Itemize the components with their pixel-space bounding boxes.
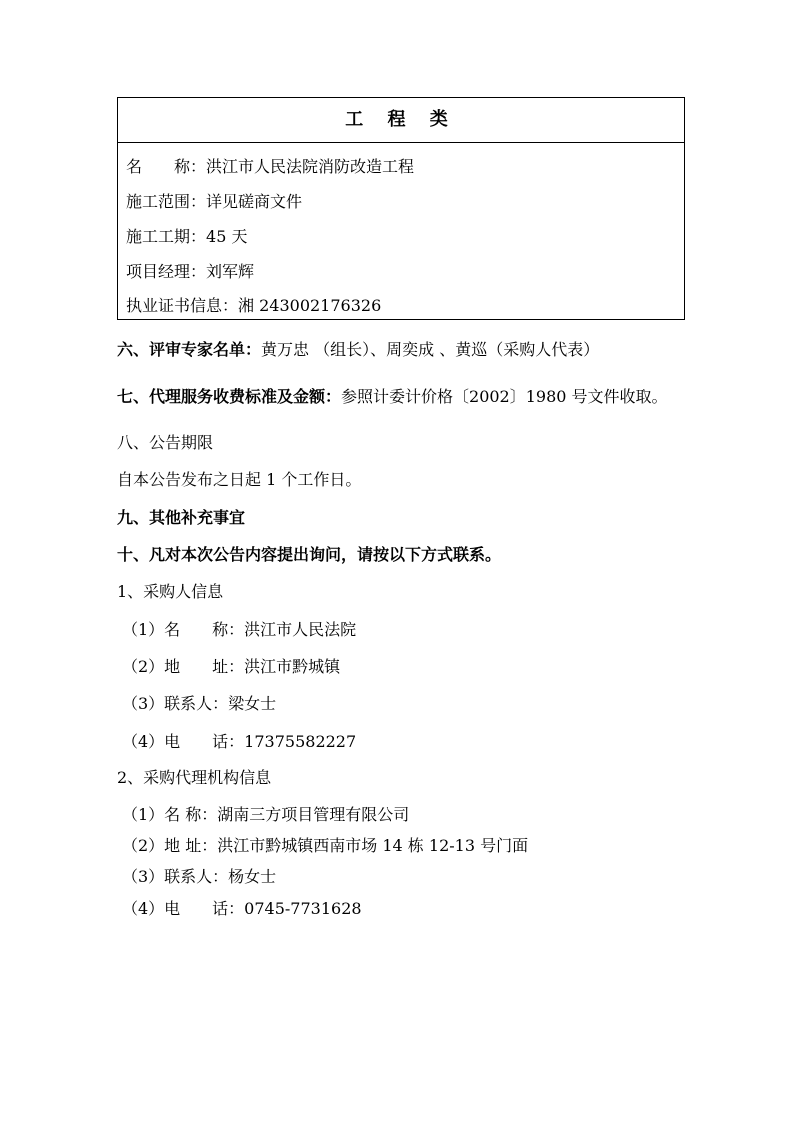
project-info-table [117,97,685,320]
section-9-heading: 九、其他补充事宜 [117,508,246,527]
purchaser-heading: 1、采购人信息 [117,582,224,601]
project-manager-value: 刘军辉 [206,262,255,281]
project-name-value: 洪江市人民法院消防改造工程 [206,157,415,176]
agency-phone: （4）电 话：0745-7731628 [122,899,362,918]
agency-name: （1）名 称：湖南三方项目管理有限公司 [122,805,410,824]
section-8-heading: 八、公告期限 [117,433,214,452]
construction-period-label: 施工工期： [126,227,207,246]
section-7-text: 参照计委计价格〔2002〕1980 号文件收取。 [341,387,668,406]
purchaser-address: （2）地 址：洪江市黔城镇 [122,657,341,676]
section-7-heading: 七、代理服务收费标准及金额： [117,387,342,406]
certificate-value: 湘 243002176326 [238,296,382,315]
project-name-label: 名 称： [126,157,207,176]
project-manager-row [126,259,254,282]
section-10-heading: 十、凡对本次公告内容提出询问，请按以下方式联系。 [117,545,502,564]
purchaser-name: （1）名 称：洪江市人民法院 [122,620,357,639]
table-title: 工 程 类 [118,98,684,143]
purchaser-phone: （4）电 话：17375582227 [122,732,357,751]
section-6-line [117,342,599,358]
agency-address: （2）地 址：洪江市黔城镇西南市场 14 栋 12-13 号门面 [122,836,529,855]
certificate-label: 执业证书信息： [126,296,239,315]
section-7-line [117,389,668,405]
certificate-row [126,293,381,316]
section-8-text: 自本公告发布之日起 1 个工作日。 [117,470,362,489]
agency-contact: （3）联系人：杨女士 [122,867,277,886]
construction-period-value: 45 天 [206,227,248,246]
project-manager-label: 项目经理： [126,262,207,281]
project-name-row [126,154,414,177]
construction-period-row [126,224,247,247]
construction-scope-label: 施工范围： [126,192,207,211]
construction-scope-row [126,189,302,212]
purchaser-contact: （3）联系人：梁女士 [122,694,277,713]
agency-heading: 2、采购代理机构信息 [117,768,272,787]
construction-scope-value: 详见磋商文件 [206,192,303,211]
section-6-heading: 六、评审专家名单： [117,340,262,359]
section-6-text: 黄万忠 （组长）、周奕成 、黄巡（采购人代表） [261,340,600,359]
